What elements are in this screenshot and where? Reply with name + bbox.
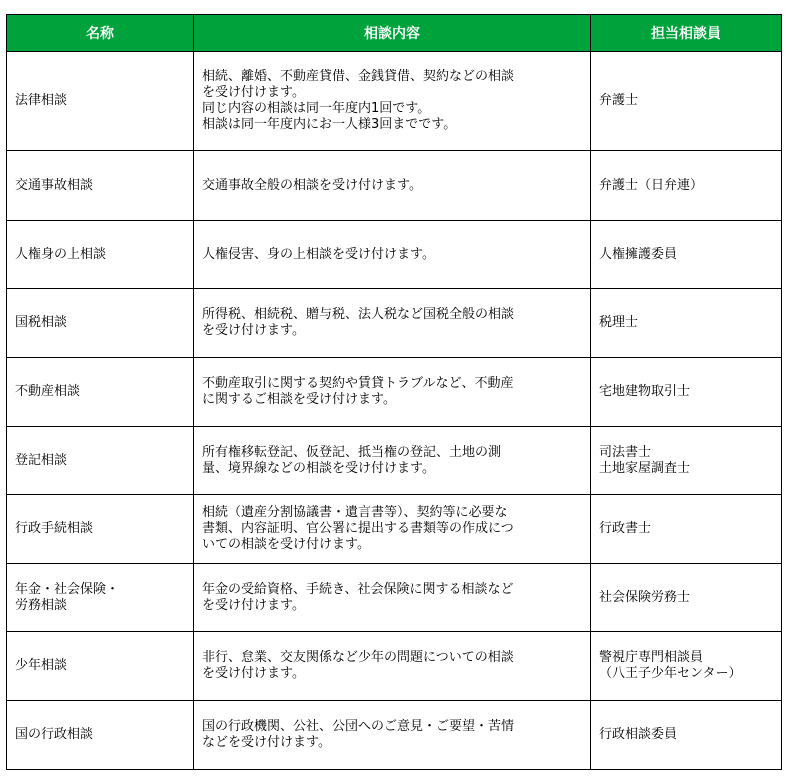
consult-content-cell-line: 量、境界線などの相談を受け付けます。	[202, 460, 435, 476]
consult-name-cell	[7, 358, 194, 427]
consult-name-cell	[7, 151, 194, 221]
table-row	[7, 151, 782, 221]
table-row	[7, 495, 782, 564]
consult-name-cell-line: 登記相談	[15, 452, 68, 468]
consult-content-cell-line: 年金の受給資格、手続き、社会保険に関する相談など	[202, 581, 514, 597]
consult-person-cell	[591, 495, 782, 564]
consult-name-cell-line: 労務相談	[15, 597, 68, 613]
consult-name-cell	[7, 495, 194, 564]
consult-content-cell-line: 人権侵害、身の上相談を受け付けます。	[202, 246, 435, 262]
consult-person-cell	[591, 52, 782, 151]
consult-content-cell	[194, 564, 591, 632]
header-content: 相談内容	[194, 15, 591, 52]
consult-person-cell	[591, 151, 782, 221]
header-name: 名称	[7, 15, 194, 52]
consult-name-cell-line: 国税相談	[15, 315, 68, 330]
consult-person-cell-line: 土地家屋調査士	[599, 460, 691, 476]
consult-person-cell	[591, 358, 782, 427]
consult-content-cell	[194, 52, 591, 151]
table-row	[7, 358, 782, 427]
consult-content-cell-line: などを受け付けます。	[202, 735, 331, 750]
consult-content-cell	[194, 427, 591, 495]
consult-content-cell	[194, 289, 591, 358]
table-row	[7, 427, 782, 495]
consult-content-cell-line: 国の行政機関、公社、公団へのご意見・ご要望・苦情	[202, 719, 515, 734]
consult-person-cell-line: 警視庁専門相談員	[599, 650, 704, 665]
consult-name-cell-line: 行政手続相談	[15, 521, 94, 536]
consult-content-cell-line: 同じ内容の相談は同一年度内1回です。	[202, 101, 431, 116]
table-row	[7, 221, 782, 289]
table-row	[7, 52, 782, 151]
consult-content-cell-line: 相続（遺産分割協議書・遺言書等）、契約等に必要な	[202, 505, 508, 520]
consult-content-cell-line: に関するご相談を受け付けます。	[202, 392, 396, 407]
consult-content-cell-line: 相続、離婚、不動産貸借、金銭貸借、契約などの相談	[202, 69, 515, 84]
consult-name-cell	[7, 52, 194, 151]
consult-person-cell	[591, 289, 782, 358]
consult-person-cell-line: 弁護士	[599, 93, 639, 108]
consult-content-cell	[194, 495, 591, 564]
consult-content-cell-line: 所有権移転登記、仮登記、抵当権の登記、土地の測	[202, 444, 502, 460]
consult-person-cell	[591, 632, 782, 701]
consult-name-cell	[7, 632, 194, 701]
consult-person-cell-line: 行政相談委員	[599, 727, 678, 742]
consult-content-cell-line: を受け付けます。	[202, 597, 305, 613]
consult-content-cell-line: 交通事故全般の相談を受け付けます。	[202, 177, 422, 193]
consult-content-cell-line: を受け付けます。	[202, 666, 305, 681]
table-row	[7, 564, 782, 632]
header-person: 担当相談員	[591, 15, 782, 52]
consult-name-cell	[7, 289, 194, 358]
consult-content-cell-line: いての相談を受け付けます。	[202, 537, 370, 552]
consult-content-cell-line: 非行、怠業、交友関係など少年の問題についての相談	[202, 650, 514, 665]
consult-name-cell-line: 少年相談	[15, 658, 68, 673]
consult-name-cell	[7, 221, 194, 289]
consult-content-cell	[194, 632, 591, 701]
consult-name-cell-line: 交通事故相談	[15, 177, 94, 193]
consult-person-cell-line: 社会保険労務士	[599, 589, 691, 605]
consult-name-cell	[7, 564, 194, 632]
consult-person-cell	[591, 564, 782, 632]
consult-content-cell-line: 不動産取引に関する契約や賃貸トラブルなど、不動産	[202, 376, 514, 391]
consult-person-cell-line: 宅地建物取引士	[599, 384, 691, 399]
consult-name-cell-line: 年金・社会保険・	[15, 581, 120, 597]
consult-person-cell-line: 行政書士	[599, 521, 652, 536]
consult-content-cell-line: 相談は同一年度内にお一人様3回までです。	[202, 117, 457, 132]
table-row	[7, 289, 782, 358]
consult-name-cell-line: 国の行政相談	[15, 727, 94, 742]
consult-name-cell-line: 人権身の上相談	[15, 246, 107, 262]
consult-person-cell	[591, 221, 782, 289]
consult-content-cell	[194, 221, 591, 289]
consultation-table	[6, 14, 782, 770]
consult-person-cell	[591, 701, 782, 770]
consult-name-cell-line: 不動産相談	[15, 384, 81, 399]
consult-name-cell	[7, 701, 194, 770]
consult-person-cell	[591, 427, 782, 495]
consult-person-cell-line: 人権擁護委員	[599, 246, 678, 262]
consult-content-cell	[194, 151, 591, 221]
consult-person-cell-line: （八王子少年センター）	[599, 666, 742, 681]
table-row	[7, 701, 782, 770]
consult-name-cell-line: 法律相談	[15, 93, 68, 108]
consult-name-cell	[7, 427, 194, 495]
consult-person-cell-line: 税理士	[599, 315, 639, 330]
consult-person-cell-line: 弁護士（日弁連）	[599, 177, 704, 193]
consult-person-cell-line: 司法書士	[599, 444, 652, 460]
table-row	[7, 632, 782, 701]
consult-content-cell-line: を受け付けます。	[202, 323, 305, 338]
consult-content-cell-line: を受け付けます。	[202, 85, 305, 100]
consult-content-cell-line: 書類、内容証明、官公署に提出する書類等の作成につ	[202, 521, 514, 536]
consult-content-cell	[194, 701, 591, 770]
consult-content-cell	[194, 358, 591, 427]
table-header-row	[7, 15, 782, 52]
consult-content-cell-line: 所得税、相続税、贈与税、法人税など国税全般の相談	[202, 307, 515, 322]
